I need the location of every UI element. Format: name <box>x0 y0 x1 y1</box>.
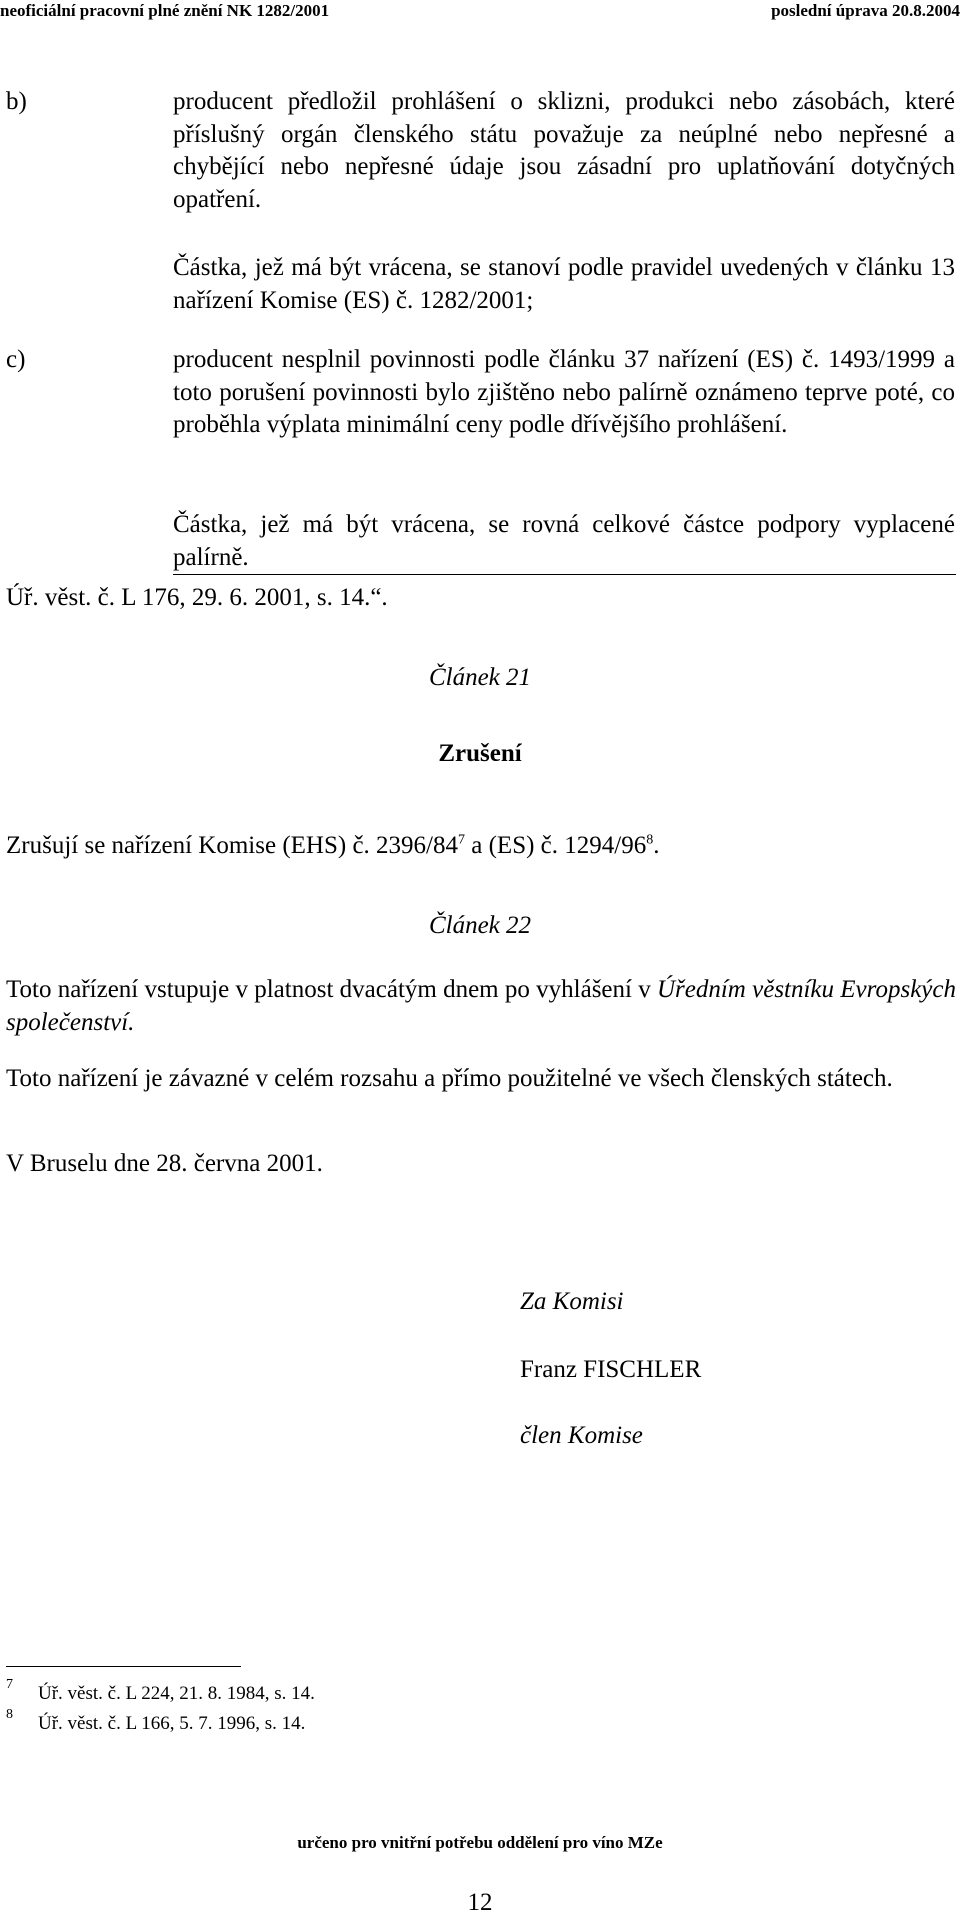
signature-for: Za Komisi <box>520 1288 624 1315</box>
place-date: V Bruselu dne 28. června 2001. <box>6 1150 323 1177</box>
footnote-ref-7[interactable]: 7 <box>458 832 465 848</box>
article-22-paragraph-1-text: Toto nařízení vstupuje v platnost dvacátým dnem po vyhlášení v <box>6 976 657 1003</box>
footnote-ref-8[interactable]: 8 <box>646 832 654 848</box>
article-21-text <box>6 830 946 863</box>
footnote-7-text: Úř. věst. č. L 224, 21. 8. 1984, s. 14. <box>38 1683 315 1704</box>
article-22-paragraph-1 <box>6 974 956 1039</box>
quote-end-rule <box>173 574 956 575</box>
footnote-8-number: 8 <box>6 1707 13 1722</box>
item-b-label: b) <box>6 88 27 115</box>
item-c-paragraph-1: producent nesplnil povinnosti podle článku 37 nařízení (ES) č. 1493/1999 a toto porušení povinnosti bylo zjištěno nebo palírně oznámeno teprve poté, co proběhla výplata minimální ceny podle dřívějšího prohlášení. <box>173 346 955 438</box>
item-c-paragraph-2: Částka, jež má být vrácena, se rovná celkové částce podpory vyplacené palírně. <box>173 511 955 571</box>
article-21-heading: Článek 21 <box>428 664 532 691</box>
article-22-paragraph-2: Toto nařízení je závazné v celém rozsahu a přímo použitelné ve všech členských státech. <box>6 1065 893 1092</box>
reference-line: Úř. věst. č. L 176, 29. 6. 2001, s. 14.“. <box>6 584 388 611</box>
header-right: poslední úprava 20.8.2004 <box>771 1 960 20</box>
item-b-paragraph-1: producent předložil prohlášení o sklizni, produkci nebo zásobách, které příslušný orgán členského státu považuje za neúplné nebo nepřesné a chybějící nebo nepřesné údaje jsou zásadní pro uplatňování dotyčných opatření. <box>173 88 955 213</box>
article-21-text-middle: a (ES) č. 1294/96 <box>465 832 647 859</box>
article-22-heading: Článek 22 <box>428 912 532 939</box>
article-21-text-start: Zrušují se nařízení Komise (EHS) č. 2396/84 <box>6 832 458 859</box>
footnote-separator <box>6 1666 241 1667</box>
signature-role: člen Komise <box>520 1422 643 1449</box>
article-21-text-end: . <box>653 832 660 859</box>
page-number: 12 <box>467 1889 493 1916</box>
footer-note: určeno pro vnitřní potřebu oddělení pro víno MZe <box>297 1833 663 1852</box>
item-c-label: c) <box>6 346 26 373</box>
journal-title: Úředním věstníku Evropských společenství. <box>6 976 956 1036</box>
signature-name: Franz FISCHLER <box>520 1356 702 1383</box>
article-21-title: Zrušení <box>438 740 522 767</box>
header-left: neoficiální pracovní plné znění NK 1282/2001 <box>0 1 330 20</box>
footnote-7-number: 7 <box>6 1677 13 1692</box>
item-b-paragraph-2: Částka, jež má být vrácena, se stanoví podle pravidel uvedených v článku 13 nařízení Komise (ES) č. 1282/2001; <box>173 254 955 314</box>
footnote-8-text: Úř. věst. č. L 166, 5. 7. 1996, s. 14. <box>38 1713 306 1734</box>
